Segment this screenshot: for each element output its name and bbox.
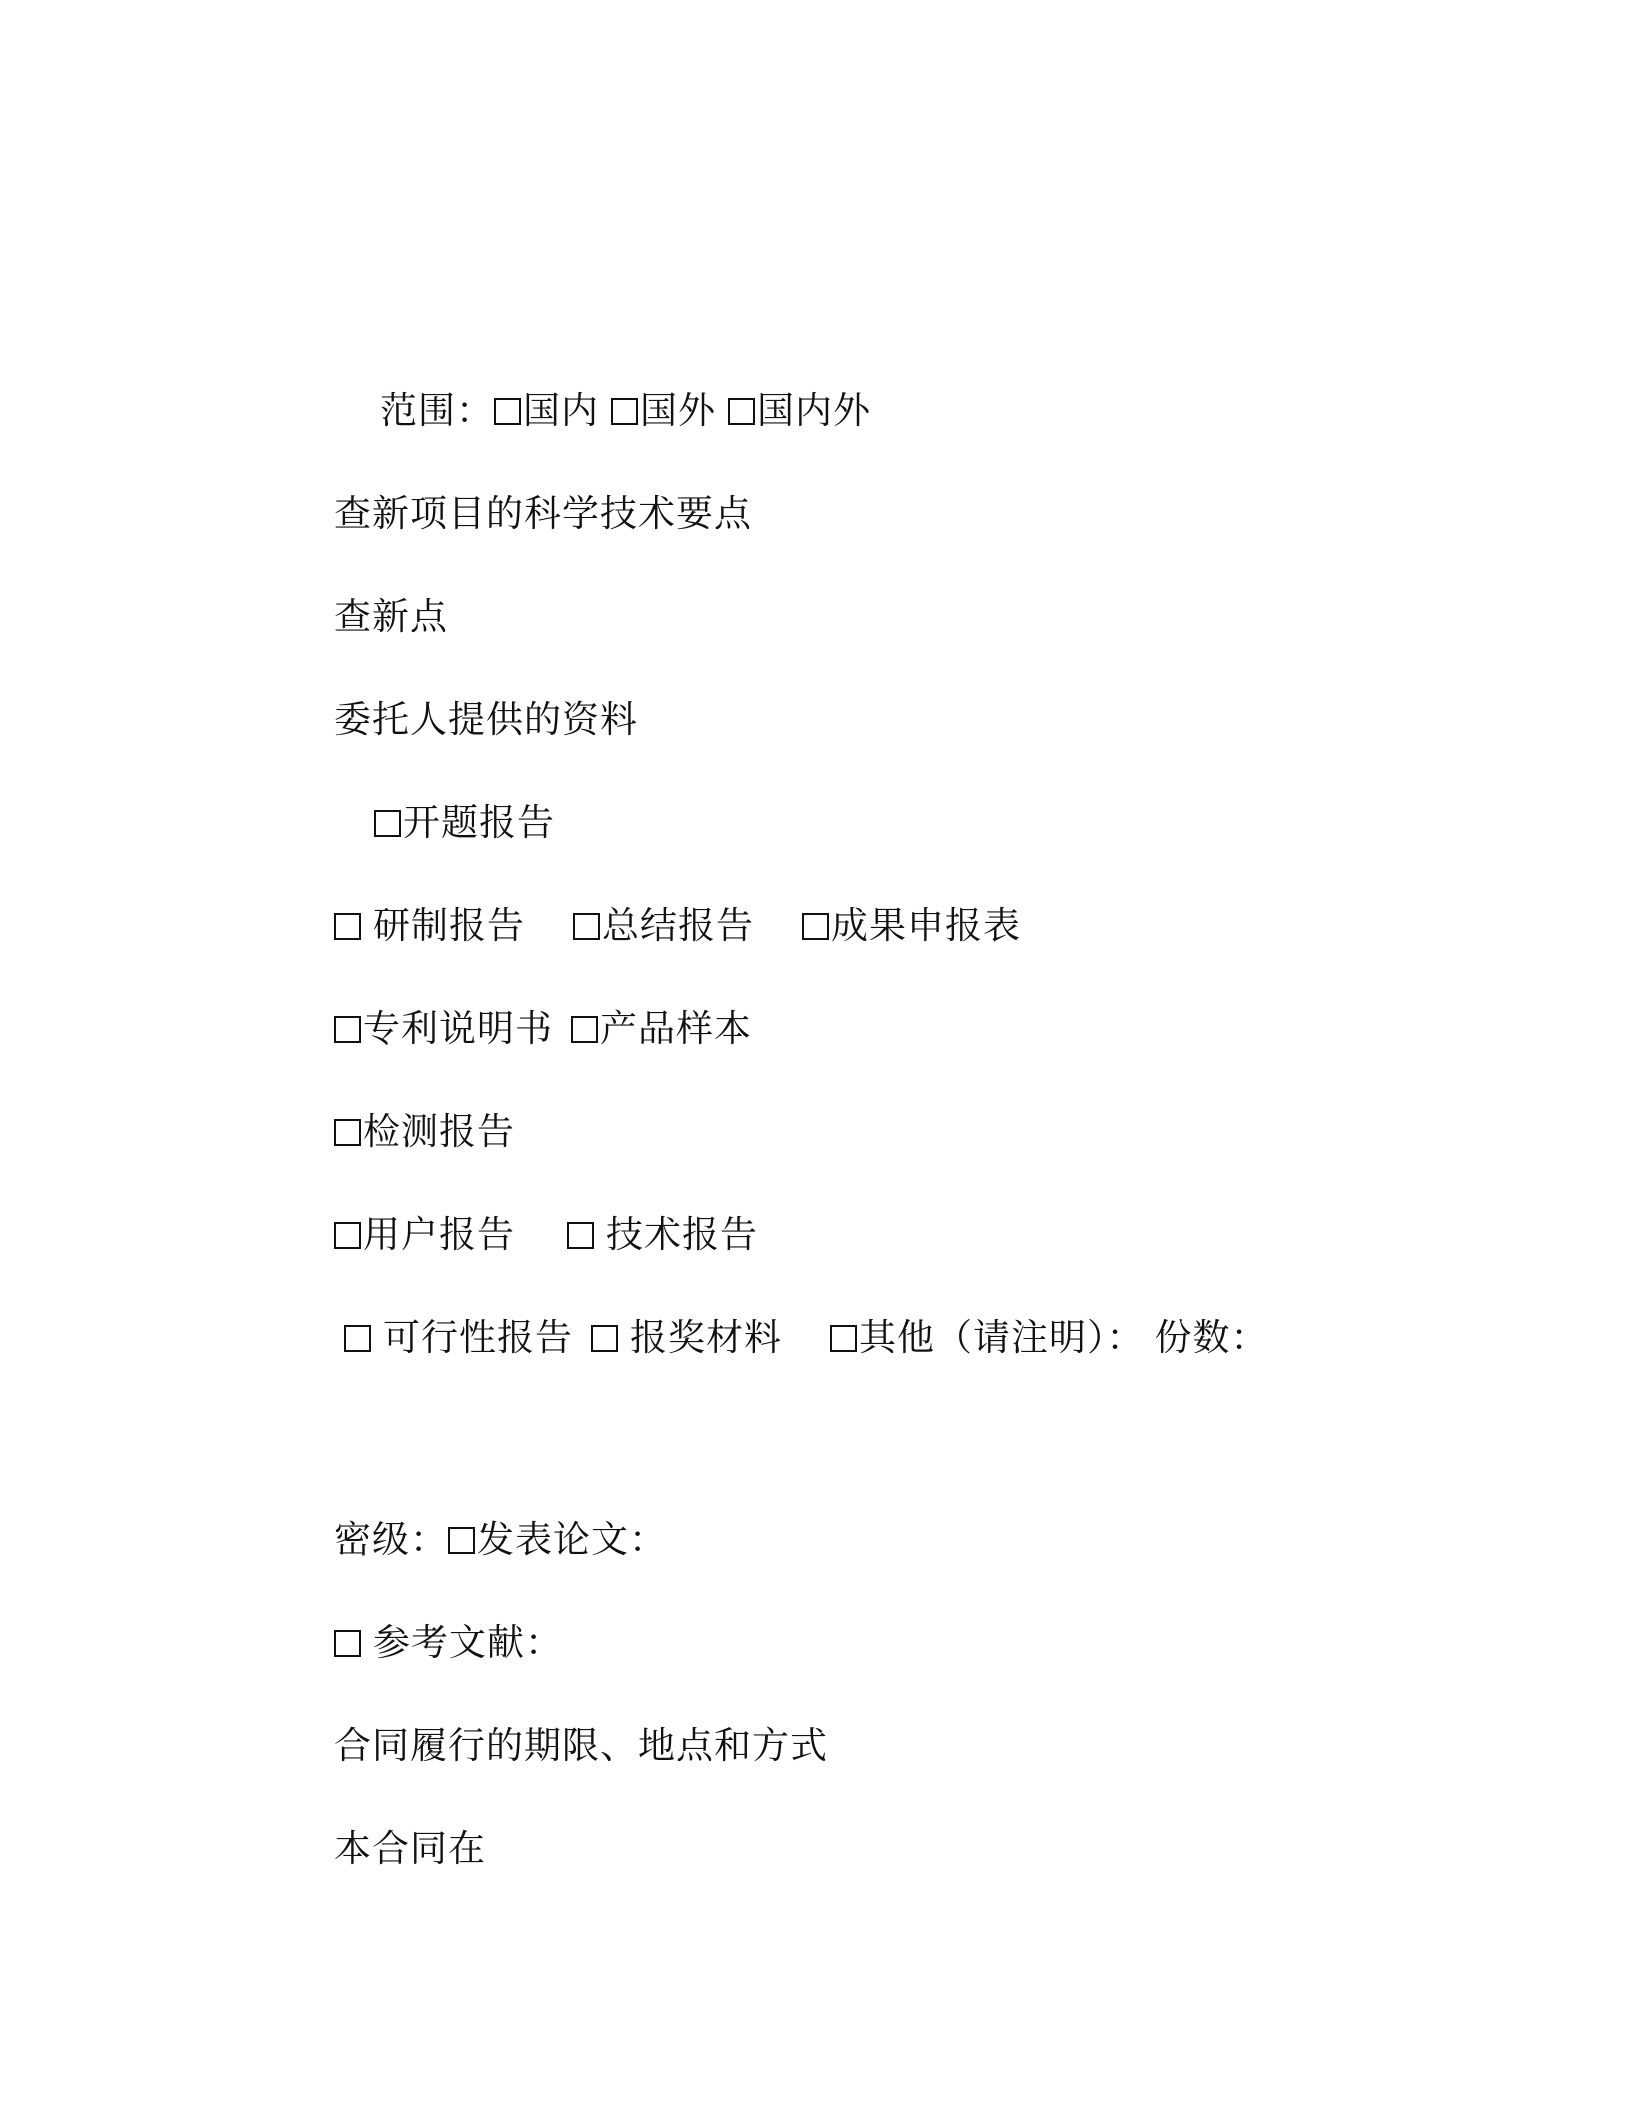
achievement-form-option[interactable]: 成果申报表 <box>802 902 1021 950</box>
checkbox-icon[interactable] <box>567 1222 594 1249</box>
references-option[interactable]: 参考文献： <box>334 1619 563 1667</box>
tech-points-heading: 查新项目的科学技术要点 <box>334 492 752 535</box>
test-report-option[interactable]: 检测报告 <box>334 1108 515 1156</box>
opening-report-option[interactable]: 开题报告 <box>374 799 555 847</box>
other-option[interactable]: 其他（请注明）： <box>830 1314 1145 1362</box>
product-sample-option[interactable]: 产品样本 <box>571 1005 752 1053</box>
secrecy-row <box>334 1516 667 1564</box>
checkbox-icon[interactable] <box>591 1325 618 1352</box>
published-papers-option[interactable]: 发表论文： <box>448 1516 667 1564</box>
scope-option-foreign[interactable]: 国外 <box>611 387 716 435</box>
user-report-option[interactable]: 用户报告 <box>334 1211 515 1259</box>
summary-report-option[interactable]: 总结报告 <box>573 902 754 950</box>
checkbox-icon[interactable] <box>728 398 755 425</box>
checkbox-icon[interactable] <box>374 810 401 837</box>
development-report-option[interactable]: 研制报告 <box>334 902 525 950</box>
materials-row-4 <box>334 1108 515 1156</box>
scope-label: 范围： <box>380 389 494 432</box>
scope-option-both[interactable]: 国内外 <box>728 387 871 435</box>
materials-row-3 <box>334 1005 752 1053</box>
contract-heading: 合同履行的期限、地点和方式 <box>334 1724 828 1767</box>
materials-heading: 委托人提供的资料 <box>334 698 638 741</box>
checkbox-icon[interactable] <box>571 1016 598 1043</box>
checkbox-icon[interactable] <box>334 1119 361 1146</box>
contract-text: 本合同在 <box>334 1827 486 1870</box>
technical-report-option[interactable]: 技术报告 <box>567 1211 758 1259</box>
materials-row-5 <box>334 1211 758 1259</box>
checkbox-icon[interactable] <box>334 1016 361 1043</box>
checkbox-icon[interactable] <box>830 1325 857 1352</box>
checkbox-icon[interactable] <box>802 913 829 940</box>
materials-row-1 <box>374 799 555 847</box>
materials-row-6 <box>344 1314 1269 1362</box>
copies-label: 份数： <box>1154 1316 1269 1359</box>
references-row <box>334 1619 563 1667</box>
patent-spec-option[interactable]: 专利说明书 <box>334 1005 553 1053</box>
novelty-heading: 查新点 <box>334 595 448 638</box>
secrecy-label: 密级： <box>334 1518 448 1561</box>
checkbox-icon[interactable] <box>611 398 638 425</box>
checkbox-icon[interactable] <box>334 1630 361 1657</box>
checkbox-icon[interactable] <box>334 913 361 940</box>
checkbox-icon[interactable] <box>344 1325 371 1352</box>
checkbox-icon[interactable] <box>448 1527 475 1554</box>
checkbox-icon[interactable] <box>334 1222 361 1249</box>
feasibility-report-option[interactable]: 可行性报告 <box>344 1314 573 1362</box>
award-materials-option[interactable]: 报奖材料 <box>591 1314 782 1362</box>
scope-row <box>380 387 871 435</box>
materials-row-2 <box>334 902 1021 950</box>
checkbox-icon[interactable] <box>494 398 521 425</box>
scope-option-domestic[interactable]: 国内 <box>494 387 599 435</box>
checkbox-icon[interactable] <box>573 913 600 940</box>
